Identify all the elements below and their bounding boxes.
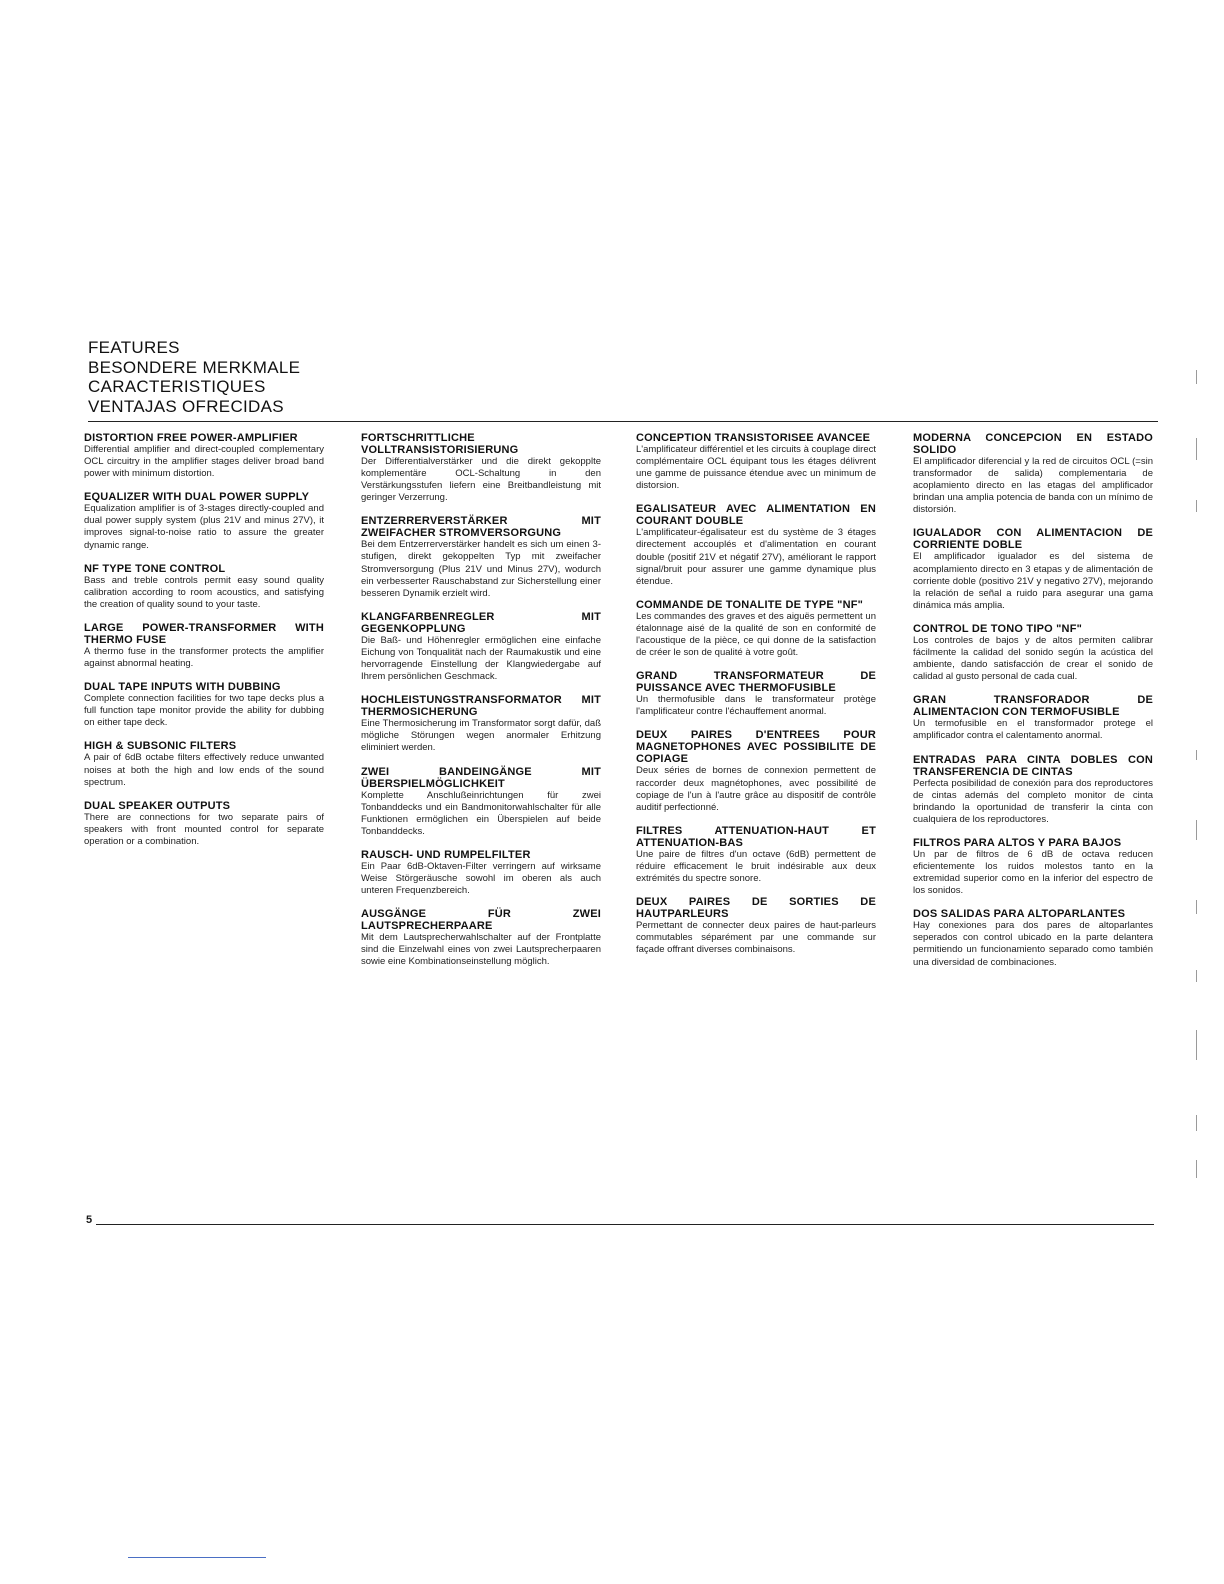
- feature-section: [361, 849, 601, 897]
- feature-description: Un thermofusible dans le transformateur protège l'amplificateur contre l'échauffement anormal.: [636, 694, 876, 718]
- feature-section: [913, 623, 1153, 683]
- feature-section: [913, 694, 1153, 742]
- feature-heading: FORTSCHRITTLICHE VOLLTRANSISTORISIERUNG: [361, 432, 519, 456]
- feature-section: [84, 800, 324, 848]
- feature-description: Perfecta posibilidad de conexión para dos reproductores de cintas además del completo monitor de cinta brindando la oportunidad de transferir la cinta con cualquiera de los reproductores.: [913, 777, 1153, 825]
- feature-section: [361, 694, 601, 754]
- feature-heading: NF TYPE TONE CONTROL: [84, 562, 226, 575]
- feature-section: [361, 766, 601, 838]
- feature-heading: KLANGFARBENREGLER MIT GEGENKOPPLUNG: [361, 610, 601, 635]
- feature-section: [361, 515, 601, 599]
- feature-heading: ZWEI BANDEINGÄNGE MIT ÜBERSPIELMÖGLICHKEIT: [361, 765, 601, 790]
- feature-heading: LARGE POWER-TRANSFORMER WITH THERMO FUSE: [84, 621, 324, 646]
- feature-description: Deux séries de bornes de connexion permettent de raccorder deux magnétophones, avec possibilité de copiage de l'un à l'autre grâce au dispositif de contrôle auditif perfectionné.: [636, 765, 876, 813]
- feature-heading: ENTZERRERVERSTÄRKER MIT ZWEIFACHER STROMVERSORGUNG: [361, 515, 601, 540]
- feature-description: Differential amplifier and direct-coupled complementary OCL circuitry in the amplifier stages deliver broad band power with minimum distortion.: [84, 444, 324, 480]
- feature-description: Un termofusible en el transformador protege el amplificador contra el calentamento anormal.: [913, 718, 1153, 742]
- feature-section: [84, 681, 324, 729]
- feature-heading: ENTRADAS PARA CINTA DOBLES CON TRANSFERENCIA DE CINTAS: [913, 753, 1153, 778]
- feature-description: L'amplificateur différentiel et les circuits à couplage direct complémentaire OCL équipant tous les étages délivrent une gamme de puissance étendue avec un minimum de distorsion.: [636, 444, 876, 492]
- feature-heading: DEUX PAIRES DE SORTIES DE HAUTPARLEURS: [636, 896, 876, 921]
- feature-description: Die Baß- und Höhenregler ermöglichen eine einfache Eichung von Tonqualität nach der Raumakustik und eine hervorragende Einstellung der Klangwiedergabe auf Ihrem persönlichen Geschmack.: [361, 634, 601, 683]
- feature-description: Los controles de bajos y de altos permiten calibrar fácilmente la calidad del sonido según la acústica del ambiente, dando satisfacción de crear el sonido de calidad al gusto personal de cada cual.: [913, 634, 1153, 683]
- feature-description: Eine Thermosicherung im Transformator sorgt dafür, daß mögliche Störungen wegen anormaler Erhitzung eliminiert werden.: [361, 718, 601, 754]
- top-divider: [88, 421, 1158, 422]
- feature-description: Equalization amplifier is of 3-stages directly-coupled and dual power supply system (plus 21V and minus 27V), it improves signal-to-noise ratio to assure the greater dynamic range.: [84, 503, 324, 551]
- feature-heading: RAUSCH- UND RUMPELFILTER: [361, 848, 531, 861]
- feature-description: A thermo fuse in the transformer protects the amplifier against abnormal heating.: [84, 645, 324, 670]
- feature-section: [913, 432, 1153, 516]
- feature-heading: DOS SALIDAS PARA ALTOPARLANTES: [913, 908, 1126, 921]
- feature-description: Mit dem Lautsprecherwahlschalter auf der Frontplatte sind die Einzelwahl eines von zwei Lautsprecherpaaren sowie eine Kombinationseinstellung möglich.: [361, 932, 601, 968]
- feature-description: Une paire de filtres d'un octave (6dB) permettent de réduire efficacement le bruit indésirable aux deux extrémités du spectre sonore.: [636, 848, 876, 884]
- feature-heading: CONCEPTION TRANSISTORISEE AVANCEE: [636, 432, 871, 444]
- feature-section: [84, 491, 324, 551]
- feature-section: [636, 825, 876, 885]
- feature-description: A pair of 6dB octabe filters effectively reduce unwanted noises at both the high and low ends of the sound spectrum.: [84, 752, 324, 788]
- feature-heading: IGUALADOR CON ALIMENTACION DE CORRIENTE DOBLE: [913, 527, 1153, 552]
- column-german: [361, 432, 601, 979]
- feature-heading: FILTRES ATTENUATION-HAUT ET ATTENUATION-BAS: [636, 824, 876, 849]
- feature-section: [636, 670, 876, 718]
- feature-section: [913, 754, 1153, 826]
- feature-description: Complete connection facilities for two tape decks plus a full function tape monitor provide the ability for dubbing on either tape deck.: [84, 693, 324, 729]
- feature-section: [84, 740, 324, 788]
- feature-section: [636, 599, 876, 659]
- feature-heading: HIGH & SUBSONIC FILTERS: [84, 740, 237, 753]
- feature-section: [84, 563, 324, 611]
- feature-section: [913, 837, 1153, 897]
- feature-heading: EGALISATEUR AVEC ALIMENTATION EN COURANT DOUBLE: [636, 503, 876, 528]
- column-spanish: [913, 432, 1153, 980]
- feature-section: [361, 432, 601, 504]
- bottom-divider: [96, 1224, 1154, 1225]
- page-number: 5: [86, 1214, 93, 1226]
- feature-heading: CONTROL DE TONO TIPO "NF": [913, 622, 1083, 635]
- feature-heading: FILTROS PARA ALTOS Y PARA BAJOS: [913, 836, 1122, 849]
- column-french: [636, 432, 876, 967]
- feature-heading: GRAN TRANSFORADOR DE ALIMENTACION CON TERMOFUSIBLE: [913, 694, 1153, 719]
- feature-description: Bass and treble controls permit easy sound quality calibration according to room acoustics, and satisfying the creation of quality sound to your taste.: [84, 574, 324, 610]
- feature-description: El amplificador diferencial y la red de circuitos OCL (=sin transformador de salida) complementaria de acoplamiento directo en las etagas del amplificador brindan una amplia potencia de banda con un mínimo de distorsión.: [913, 456, 1153, 516]
- feature-description: Un par de filtros de 6 dB de octava reducen eficientemente los ruidos molestos tanto en la extremidad superior como en la inferior del espectro de los sonidos.: [913, 848, 1153, 897]
- feature-section: [636, 896, 876, 956]
- title-spanish: VENTAJAS OFRECIDAS: [88, 396, 284, 416]
- feature-section: [84, 622, 324, 670]
- feature-section: [361, 908, 601, 968]
- scan-edge-marks: [1196, 370, 1198, 1190]
- feature-heading: DEUX PAIRES D'ENTREES POUR MAGNETOPHONES AVEC POSSIBILITE DE COPIAGE: [636, 729, 876, 766]
- feature-heading: MODERNA CONCEPCION EN ESTADO SOLIDO: [913, 432, 1153, 456]
- feature-description: Permettant de connecter deux paires de haut-parleurs commutables séparément par une commande sur façade offrant diverses combinaisons.: [636, 920, 876, 956]
- title-english: FEATURES: [88, 338, 180, 357]
- feature-heading: GRAND TRANSFORMATEUR DE PUISSANCE AVEC THERMOFUSIBLE: [636, 670, 876, 695]
- feature-description: Der Differentialverstärker und die direkt gekopplte komplementäre OCL-Schaltung in den Verstärkungsstufen liefern eine Breitbandleistung mit geringer Verzerrung.: [361, 456, 601, 504]
- title-german: BESONDERE MERKMALE: [88, 357, 301, 377]
- feature-description: Ein Paar 6dB-Oktaven-Filter verringern auf wirksame Weise Störgeräusche sowohl im oberen als auch unteren Frequenzbereich.: [361, 860, 601, 897]
- feature-section: [636, 729, 876, 813]
- feature-section: [913, 908, 1153, 968]
- feature-description: L'amplificateur-égalisateur est du système de 3 étages directement accouplés et d'alimentation en courant double (positif 21V et négatif 27V), améliorant le rapport signal/bruit pour assurer une gamme dynamique plus étendue.: [636, 527, 876, 587]
- feature-section: [84, 432, 324, 480]
- feature-heading: DUAL SPEAKER OUTPUTS: [84, 799, 231, 812]
- feature-description: Bei dem Entzerrerverstärker handelt es sich um einen 3-stufigen, direkt gekoppelten Typ mit zweifacher Stromversorgung (Plus 21V und Minus 27V), wodurch ein verbesserter Rauschabstand zur Sicherstellung einer besseren Dynamik erzielt wird.: [361, 539, 601, 599]
- feature-section: [636, 432, 876, 492]
- feature-description: Les commandes des graves et des aiguës permettent un étalonnage aisé de la qualité de son en conformité de l'acoustique de la pièce, ce qui donne de la satisfaction de créer le son de qualité à votre goût.: [636, 610, 876, 659]
- feature-heading: EQUALIZER WITH DUAL POWER SUPPLY: [84, 491, 310, 504]
- feature-heading: AUSGÄNGE FÜR ZWEI LAUTSPRECHERPAARE: [361, 908, 601, 933]
- feature-section: [913, 527, 1153, 611]
- feature-section: [361, 611, 601, 683]
- feature-description: El amplificador igualador es del sistema de acomplamiento directo en 3 etapas y de alimentación de corriente doble (positivo 21V y negativo 27V), mejorando la relación de señal a ruido para asegurar una gama dinámica más amplia.: [913, 551, 1153, 611]
- feature-heading: HOCHLEISTUNGSTRANSFORMATOR MIT THERMOSICHERUNG: [361, 694, 601, 719]
- feature-heading: DISTORTION FREE POWER-AMPLIFIER: [84, 432, 298, 444]
- feature-description: Komplette Anschlußeinrichtungen für zwei Tonbanddecks und ein Bandmonitorwahlschalter für alle Funktionen ermöglichen ein Überspielen auf beide Tonbanddecks.: [361, 789, 601, 837]
- title-french: CARACTERISTIQUES: [88, 377, 266, 396]
- feature-description: Hay conexiones para dos pares de altoparlantes seperados con control ubicado en la parte delantera permitiendo un funcionamiento separado como también una diversidad de combinaciones.: [913, 920, 1153, 968]
- page-title-block: [88, 338, 300, 416]
- feature-heading: COMMANDE DE TONALITE DE TYPE "NF": [636, 598, 864, 611]
- feature-heading: DUAL TAPE INPUTS WITH DUBBING: [84, 681, 281, 694]
- feature-description: There are connections for two separate pairs of speakers with front mounted control for separate operation or a combination.: [84, 811, 324, 847]
- footnote-rule: [128, 1557, 266, 1558]
- feature-section: [636, 503, 876, 587]
- column-english: [84, 432, 324, 859]
